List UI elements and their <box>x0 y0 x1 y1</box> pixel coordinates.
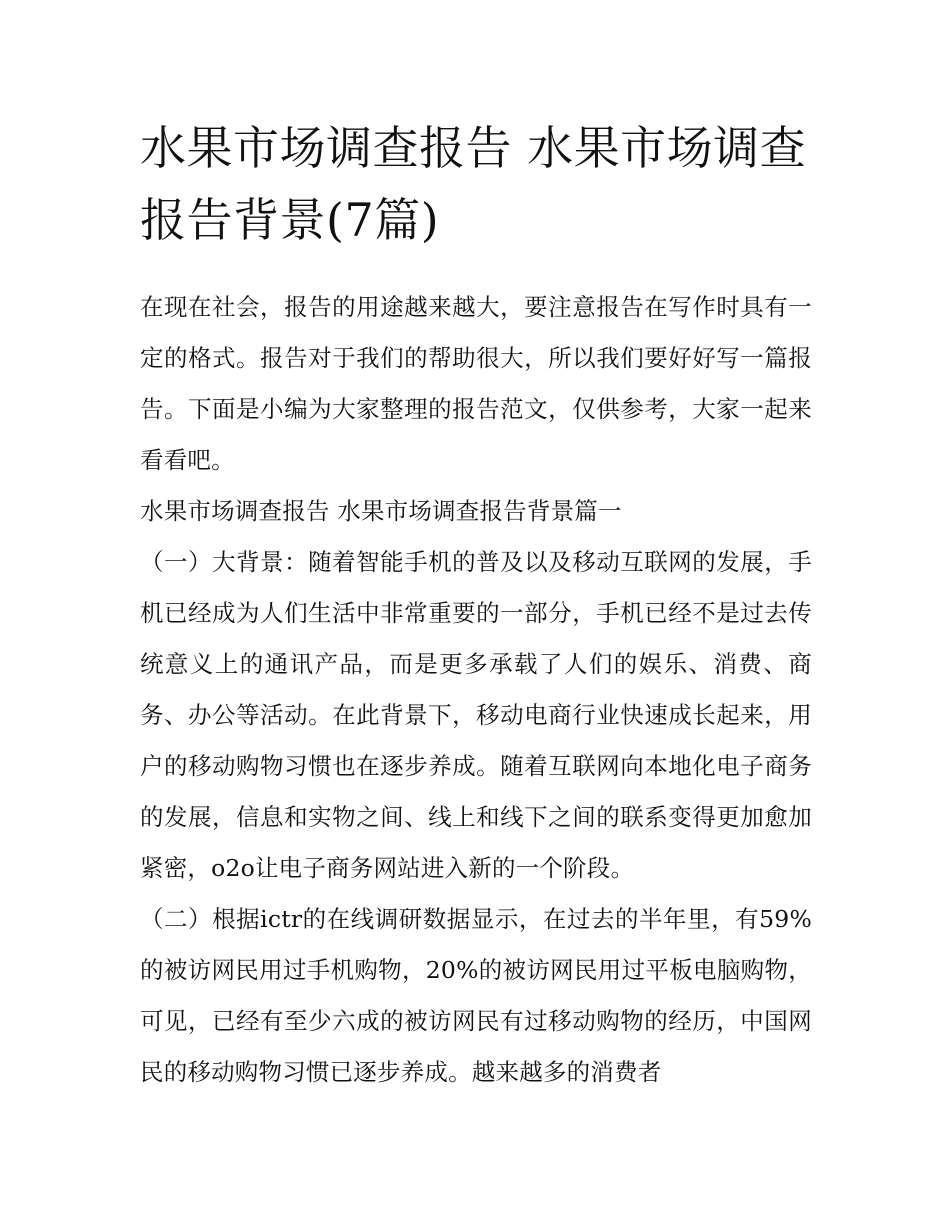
body-paragraph-2: （二）根据ictr的在线调研数据显示，在过去的半年里，有59%的被访网民用过手机购物，20%的被访网民用过平板电脑购物，可见，已经有至少六成的被访网民有过移动购物的经历，中国网民的移动购物习惯已逐步养成。越来越多的消费者 <box>140 905 812 1086</box>
body-paragraph-1: （一）大背景：随着智能手机的普及以及移动互联网的发展，手机已经成为人们生活中非常重要的一部分，手机已经不是过去传统意义上的通讯产品，而是更多承载了人们的娱乐、消费、商务、办公等活动。在此背景下，移动电商行业快速成长起来，用户的移动购物习惯也在逐步养成。随着互联网向本地化电子商务的发展，信息和实物之间、线上和线下之间的联系变得更加愈加紧密，o2o让电子商务网站进入新的一个阶段。 <box>140 548 812 882</box>
section-heading: 水果市场调查报告 水果市场调查报告背景篇一 <box>140 497 622 525</box>
intro-paragraph: 在现在社会，报告的用途越来越大，要注意报告在写作时具有一定的格式。报告对于我们的帮助很大，所以我们要好好写一篇报告。下面是小编为大家整理的报告范文，仅供参考，大家一起来看看吧。 <box>140 293 812 474</box>
document-content <box>140 112 812 1098</box>
page-title: 水果市场调查报告 水果市场调查报告背景(7篇) <box>140 121 807 247</box>
